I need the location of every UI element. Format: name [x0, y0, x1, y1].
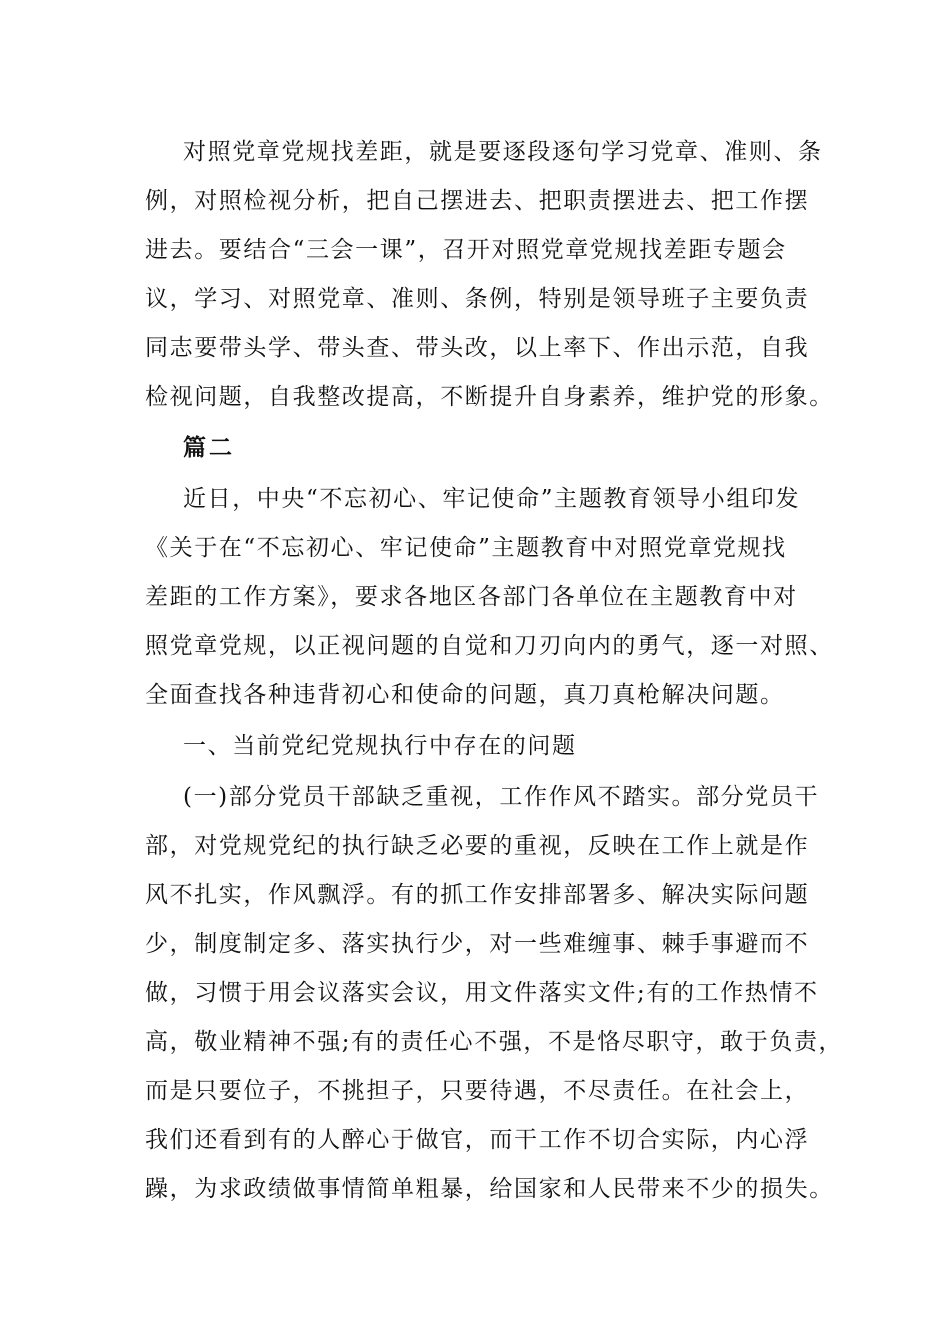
paragraph-line: 全面查找各种违背初心和使命的问题，真刀真枪解决问题。 — [145, 682, 785, 708]
paragraph-line: 风不扎实，作风飘浮。有的抓工作安排部署多、解决实际问题 — [145, 882, 810, 908]
paragraph-line: 少，制度制定多、落实执行少，对一些难缠事、棘手事避而不 — [145, 931, 810, 957]
paragraph-line: 检视问题，自我整改提高，不断提升自身素养，维护党的形象。 — [145, 384, 834, 410]
paragraph-line: 例，对照检视分析，把自己摆进去、把职责摆进去、把工作摆 — [145, 188, 810, 214]
paragraph-line: 近日，中央“不忘初心、牢记使命”主题教育领导小组印发 — [183, 486, 801, 512]
paragraph-line: (一)部分党员干部缺乏重视，工作作风不踏实。部分党员干 — [183, 784, 820, 810]
paragraph-line: 《关于在“不忘初心、牢记使命”主题教育中对照党章党规找 — [145, 535, 787, 561]
subsection-heading: 一、当前党纪党规执行中存在的问题 — [183, 733, 577, 759]
paragraph-line: 对照党章党规找差距，就是要逐段逐句学习党章、准则、条 — [183, 139, 823, 165]
paragraph-line: 进去。要结合“三会一课”，召开对照党章党规找差距专题会 — [145, 237, 787, 263]
paragraph-line: 照党章党规，以正视问题的自觉和刀刃向内的勇气，逐一对照、 — [145, 633, 834, 659]
paragraph-line: 部，对党规党纪的执行缺乏必要的重视，反映在工作上就是作 — [145, 833, 810, 859]
paragraph-line: 我们还看到有的人醉心于做官，而干工作不切合实际，内心浮 — [145, 1127, 810, 1153]
section-heading: 篇二 — [183, 434, 235, 461]
paragraph-line: 差距的工作方案》，要求各地区各部门各单位在主题教育中对 — [145, 584, 798, 610]
paragraph-line: 做，习惯于用会议落实会议，用文件落实文件;有的工作热情不 — [145, 980, 819, 1006]
paragraph-line: 高，敬业精神不强;有的责任心不强，不是恪尽职守，敢于负责， — [145, 1029, 844, 1055]
paragraph-line: 议，学习、对照党章、准则、条例，特别是领导班子主要负责 — [145, 286, 810, 312]
paragraph-line: 同志要带头学、带头查、带头改，以上率下、作出示范，自我 — [145, 335, 810, 361]
paragraph-line: 而是只要位子，不挑担子，只要待遇，不尽责任。在社会上， — [145, 1078, 810, 1104]
paragraph-line: 躁，为求政绩做事情简单粗暴，给国家和人民带来不少的损失。 — [145, 1176, 834, 1202]
